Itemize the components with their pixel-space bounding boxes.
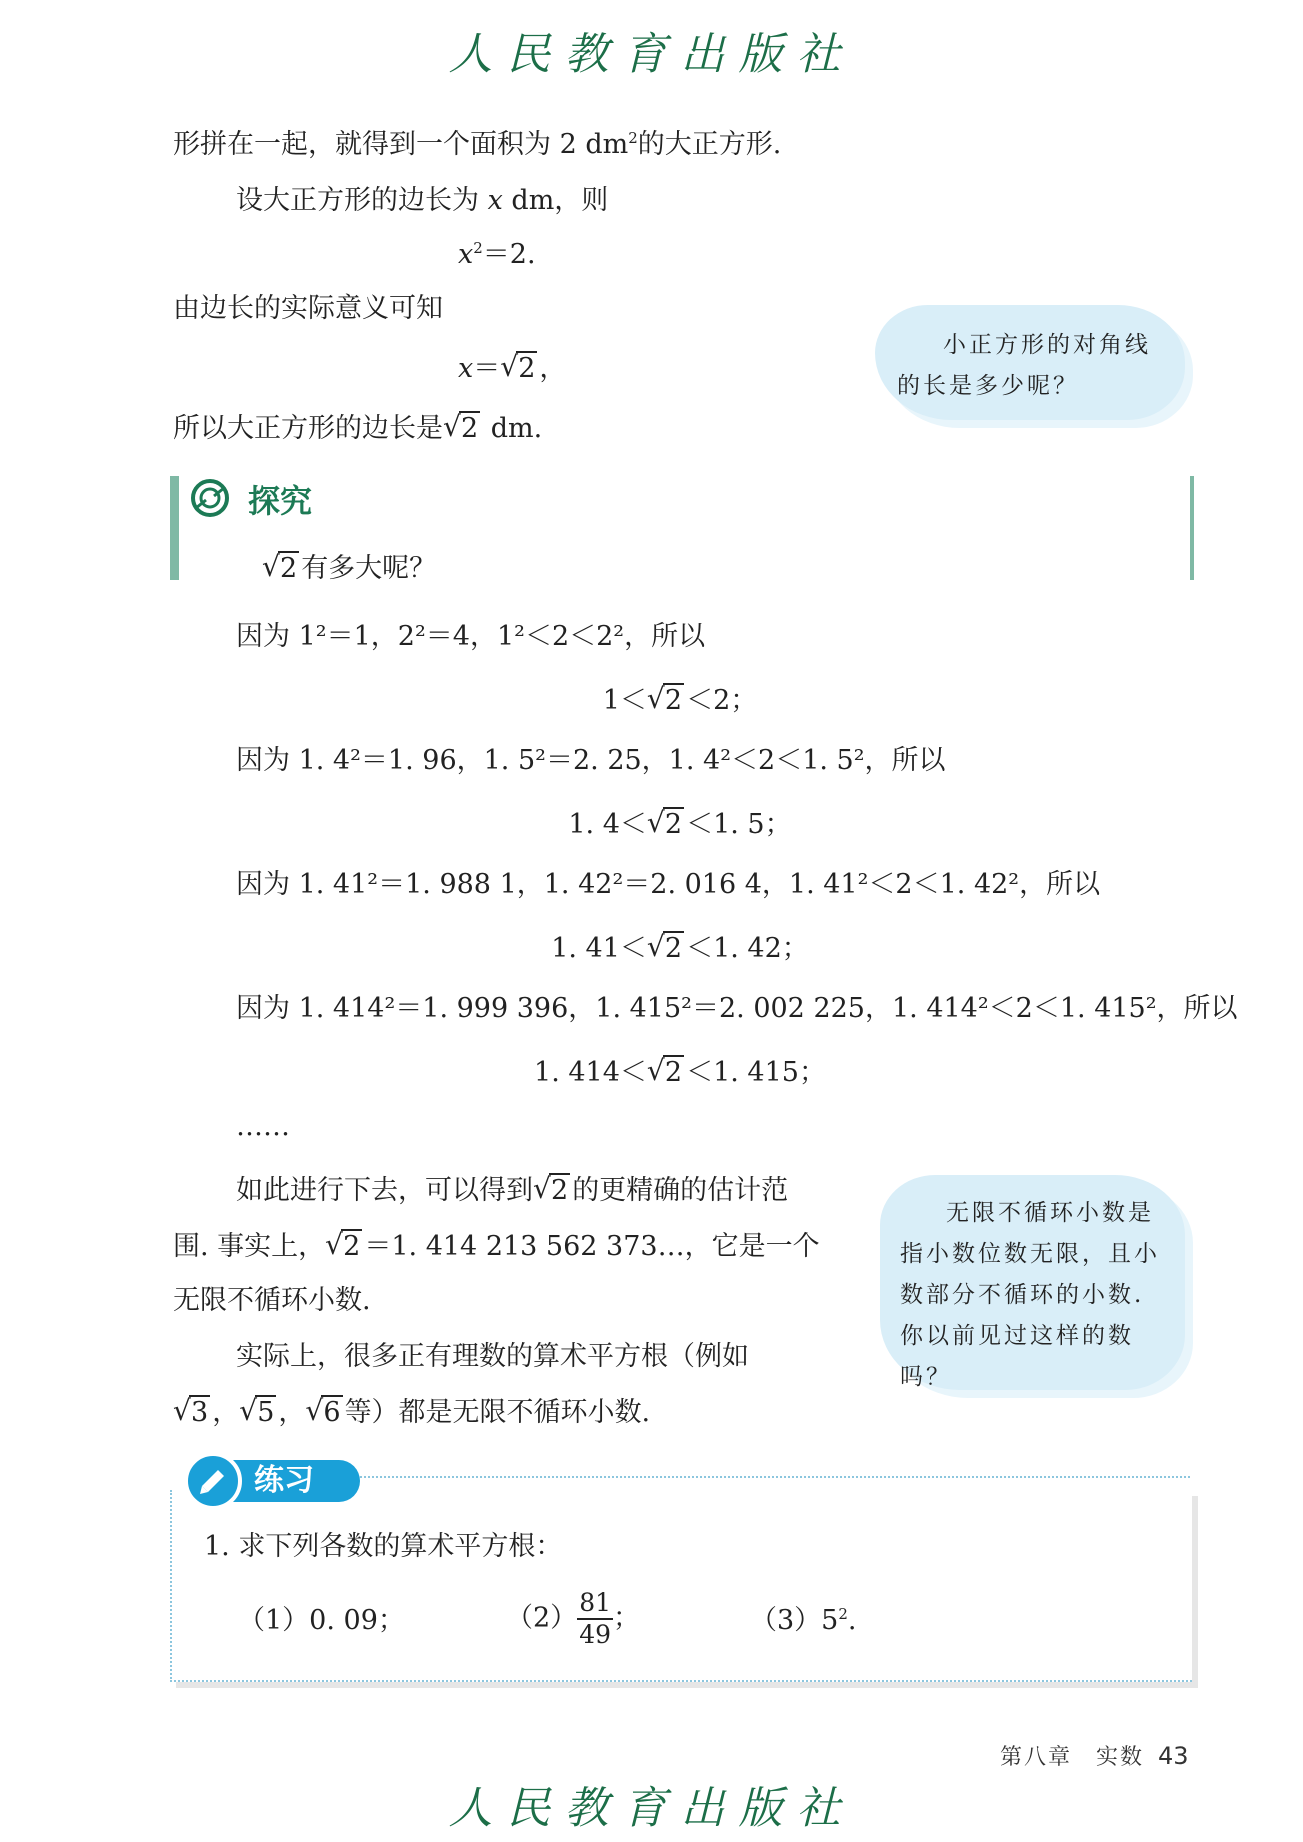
para-line-5 [173,1396,650,1430]
exercise-box [170,1490,1192,1682]
eq2-end: ， [539,353,567,384]
a3b: . [847,1605,857,1636]
r1a: 1＜ [602,685,647,716]
explore-question-text: 有多大呢？ [301,553,437,584]
p2a: 围. 事实上， [173,1231,326,1262]
radicand: 2 [664,933,683,964]
a2-label: （2） [506,1602,578,1634]
separator: ， [278,1397,306,1428]
step-4: 因为 1. 414²＝1. 999 396，1. 415²＝2. 002 225，1. 414²＜2＜1. 415²，所以 [236,993,1238,1024]
fraction [577,1588,613,1650]
eq2-var: x [458,353,474,384]
ellipsis: …… [236,1111,290,1142]
chapter-label: 第八章 实数 [1000,1745,1145,1770]
r1b: ＜2； [686,685,758,716]
r2b: ＜1. 5； [686,809,792,840]
separator: ， [212,1397,240,1428]
sqrt-symbol [305,1396,342,1430]
radicand: 5 [257,1397,275,1428]
text-l1-end: 的大正方形. [637,129,782,160]
result-3 [170,932,1190,966]
publisher-logo-bottom: 人民教育出版社 [448,1783,855,1834]
text-l4a: 所以大正方形的边长是 [173,413,443,444]
para-line-1 [236,1174,788,1208]
radicand: 6 [323,1397,341,1428]
eq2-rest: ＝ [473,353,501,384]
explore-question [262,552,436,586]
margin-note-cloud-1: 小正方形的对角线的长是多少呢？ [875,305,1185,420]
denominator: 49 [579,1620,611,1649]
sqrt-symbol [647,932,684,966]
radicand: 2 [664,1057,683,1088]
sqrt-symbol [500,352,537,386]
text-l2b: dm，则 [502,185,609,216]
equation-x-squared [458,238,536,272]
a2-end: ； [613,1602,640,1634]
radicand: 2 [664,809,683,840]
numerator: 81 [577,1588,613,1620]
radicand: 2 [343,1231,361,1262]
page-number: 43 [1158,1742,1189,1770]
sqrt-symbol [239,1396,276,1430]
exercise-title: 练习 [254,1463,314,1498]
result-1 [170,684,1190,718]
sqrt-symbol [262,552,299,586]
a3-sup: 2 [838,1605,848,1623]
explore-title: 探究 [248,482,313,520]
radicand: 2 [551,1175,569,1206]
p1a: 如此进行下去，可以得到 [236,1175,533,1206]
radicand: 2 [664,685,683,716]
p2b: ＝1. 414 213 562 373…，它是一个 [364,1231,820,1262]
exercise-answer-2 [506,1588,640,1650]
step-2: 因为 1. 4²＝1. 96，1. 5²＝2. 25，1. 4²＜2＜1. 5²，所以 [236,745,946,776]
sqrt-symbol [325,1230,362,1264]
result-4 [170,1056,1190,1090]
eq1-var: x [458,239,474,270]
a3a: （3）5 [750,1605,839,1636]
sqrt-symbol [173,1396,210,1430]
p5-end: 等）都是无限不循环小数. [344,1397,651,1428]
margin-note-cloud-2: 无限不循环小数是指小数位数无限，且小数部分不循环的小数. 你以前见过这样的数吗？ [880,1175,1185,1390]
para-line-3: 无限不循环小数. [173,1285,371,1316]
exercise-top-border [340,1476,1190,1478]
radicand: 3 [191,1397,209,1428]
text-line-1 [173,128,781,162]
r2a: 1. 4＜ [568,809,647,840]
r4b: ＜1. 415； [686,1057,826,1088]
sqrt-symbol [533,1174,570,1208]
var-x: x [487,185,503,216]
eq1-sup: 2 [473,239,483,257]
exercise-question-1: 1. 求下列各数的算术平方根： [204,1531,563,1562]
r3b: ＜1. 42； [686,933,809,964]
sqrt-symbol [647,808,684,842]
text-line-3: 由边长的实际意义可知 [173,293,443,324]
sup-l1: 2 [628,129,638,147]
r3a: 1. 41＜ [551,933,647,964]
radicand: 2 [461,413,479,444]
exercise-answer-3 [750,1604,857,1638]
text-l1: 形拼在一起，就得到一个面积为 2 dm [173,129,629,160]
sqrt-symbol [647,684,684,718]
text-line-2 [236,184,608,218]
explore-icon [190,478,230,518]
page-footer [1000,1740,1189,1771]
text-l4b: dm. [482,413,543,444]
publisher-logo-top: 人民教育出版社 [448,29,855,80]
text-line-4 [173,412,542,446]
exercise-answer-1: （1）0. 09； [238,1605,405,1636]
text-l2a: 设大正方形的边长为 [236,185,479,216]
result-2 [170,808,1190,842]
step-3: 因为 1. 41²＝1. 988 1，1. 42²＝2. 016 4，1. 41²＜2＜1. 42²，所以 [236,869,1101,900]
r4a: 1. 414＜ [534,1057,647,1088]
radicand: 2 [518,353,536,384]
p1b: 的更精确的估计范 [572,1175,789,1206]
sqrt-symbol [647,1056,684,1090]
para-line-2 [173,1230,820,1264]
para-line-4: 实际上，很多正有理数的算术平方根（例如 [236,1341,749,1372]
explore-right-bar [1190,476,1194,580]
eq1-rest: ＝2. [482,239,536,270]
radicand: 2 [280,553,298,584]
sqrt-symbol [443,412,480,446]
equation-x-sqrt2 [458,352,566,386]
pencil-icon [184,1452,242,1510]
step-1: 因为 1²＝1，2²＝4，1²＜2＜2²，所以 [236,621,706,652]
explore-left-bar [170,476,179,580]
